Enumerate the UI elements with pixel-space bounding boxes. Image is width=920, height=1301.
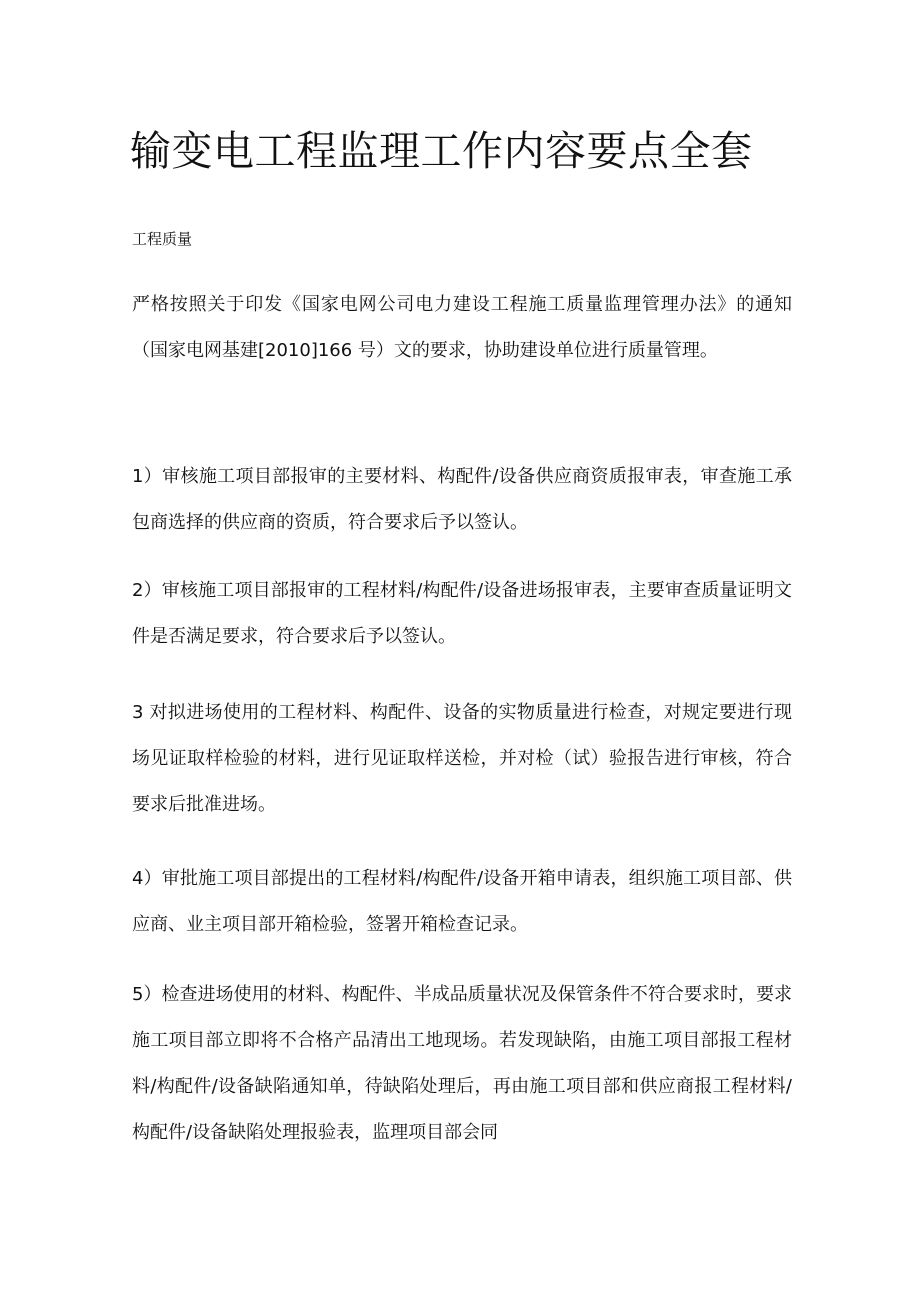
paragraph-intro: 严格按照关于印发《国家电网公司电力建设工程施工质量监理管理办法》的通知（国家电网基建[2010]166 号）文的要求，协助建设单位进行质量管理。 [132,294,792,361]
paragraph-item-4: 4）审批施工项目部提出的工程材料/构配件/设备开箱申请表，组织施工项目部、供应商、业主项目部开箱检验，签署开箱检查记录。 [132,868,792,935]
paragraph-item-2: 2）审核施工项目部报审的工程材料/构配件/设备进场报审表，主要审查质量证明文件是否满足要求，符合要求后予以签认。 [132,580,792,647]
document-title: 输变电工程监理工作内容要点全套 [130,127,753,175]
section-heading: 工程质量 [132,230,193,248]
paragraph-item-1: 1）审核施工项目部报审的主要材料、构配件/设备供应商资质报审表，审查施工承包商选择的供应商的资质，符合要求后予以签认。 [132,466,792,533]
paragraph-item-5: 5）检查进场使用的材料、构配件、半成品质量状况及保管条件不符合要求时，要求施工项目部立即将不合格产品清出工地现场。若发现缺陷，由施工项目部报工程材料/构配件/设备缺陷通知单，待缺陷处理后，再由施工项目部和供应商报工程材料/构配件/设备缺陷处理报验表，监理项目部会同 [132,984,792,1143]
paragraph-item-3: 3 对拟进场使用的工程材料、构配件、设备的实物质量进行检查，对规定要进行现场见证取样检验的材料，进行见证取样送检，并对检（试）验报告进行审核，符合要求后批准进场。 [132,702,792,815]
